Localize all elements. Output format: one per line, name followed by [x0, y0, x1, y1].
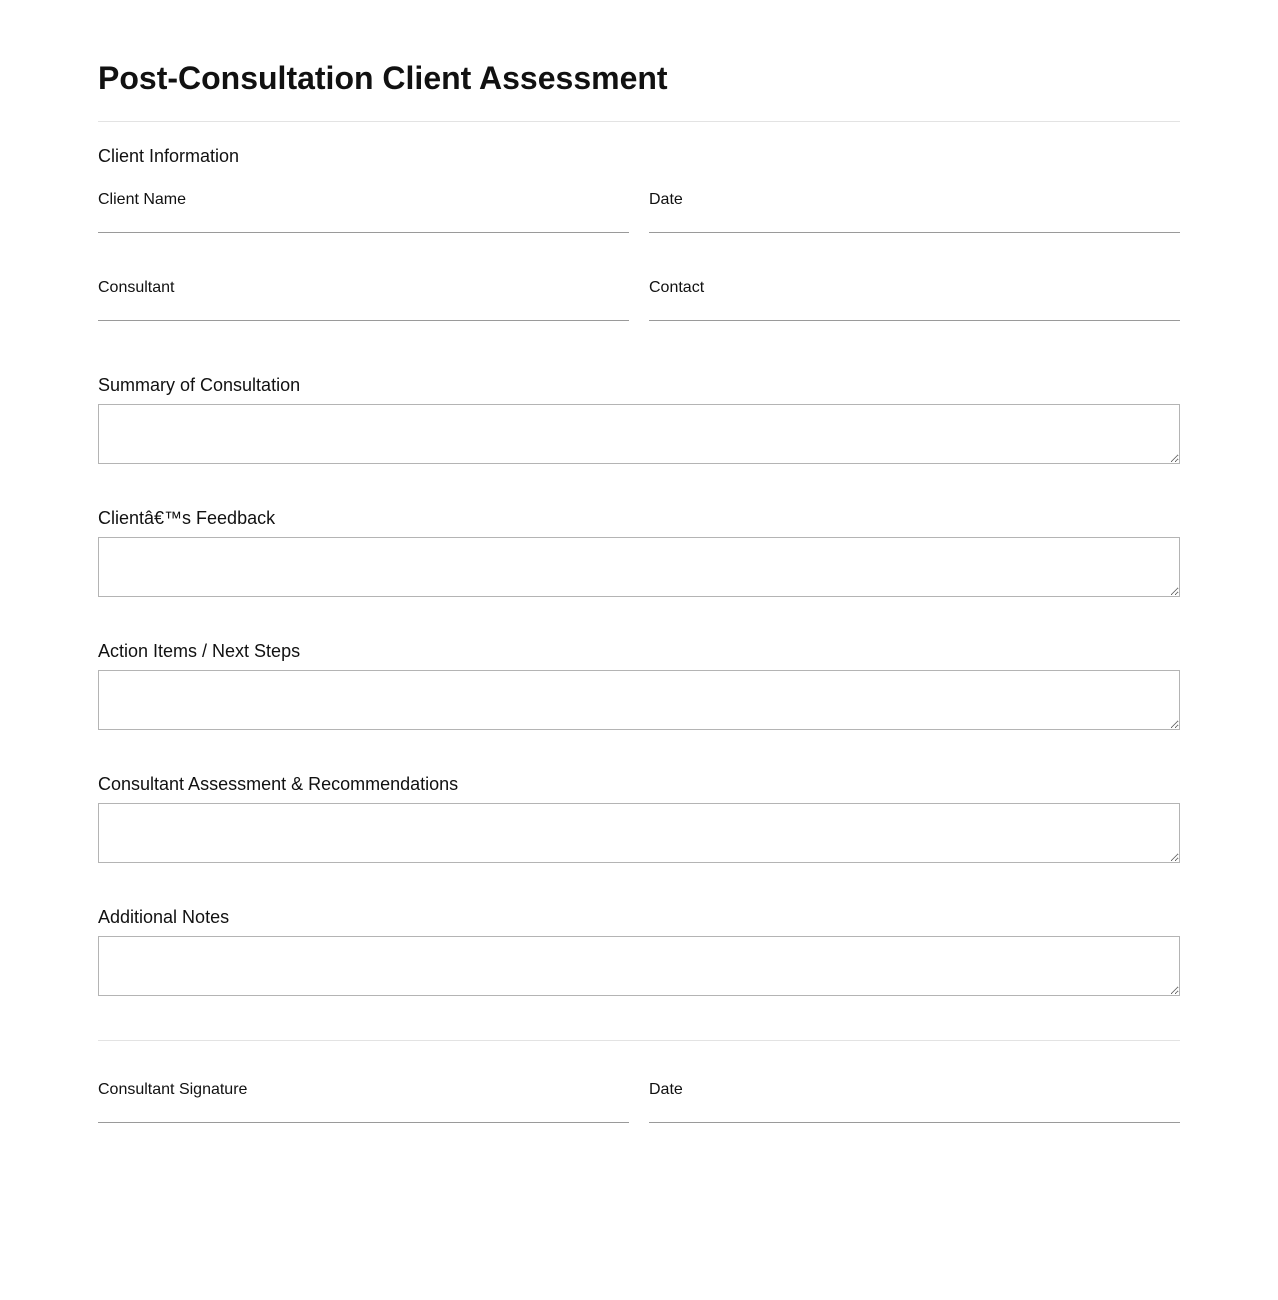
signature-label: Consultant Signature: [98, 1081, 248, 1098]
consultant-field[interactable]: [98, 278, 629, 298]
signature-date-label: Date: [649, 1081, 683, 1098]
header-divider: [98, 121, 1180, 122]
signature-field[interactable]: [98, 1080, 629, 1100]
client-date-field[interactable]: [649, 190, 1180, 210]
contact-field[interactable]: [649, 278, 1180, 298]
client-name-field[interactable]: [98, 190, 629, 210]
signature-divider: [98, 1040, 1180, 1041]
signature-line[interactable]: [98, 1122, 629, 1123]
page-title: Post-Consultation Client Assessment: [98, 60, 668, 96]
client-name-line[interactable]: [98, 232, 629, 233]
action-items-textarea[interactable]: [98, 670, 1180, 730]
client-name-label: Client Name: [98, 191, 187, 208]
contact-line[interactable]: [649, 320, 1180, 321]
notes-textarea[interactable]: [98, 936, 1180, 996]
feedback-textarea[interactable]: [98, 537, 1180, 597]
signature-date-line[interactable]: [649, 1122, 1180, 1123]
summary-textarea[interactable]: [98, 404, 1180, 464]
consultant-line[interactable]: [98, 320, 629, 321]
client-date-label: Date: [649, 191, 683, 208]
client-info-heading: Client Information: [98, 146, 240, 166]
client-date-line[interactable]: [649, 232, 1180, 233]
signature-date-field[interactable]: [649, 1080, 1180, 1100]
contact-label: Contact: [649, 279, 705, 296]
assessment-textarea[interactable]: [98, 803, 1180, 863]
consultant-label: Consultant: [98, 279, 175, 296]
assessment-label: Consultant Assessment & Recommendations: [98, 774, 459, 794]
feedback-label: Clientâ€™s Feedback: [98, 508, 276, 528]
action-items-label: Action Items / Next Steps: [98, 641, 301, 661]
summary-label: Summary of Consultation: [98, 375, 301, 395]
notes-label: Additional Notes: [98, 907, 230, 927]
